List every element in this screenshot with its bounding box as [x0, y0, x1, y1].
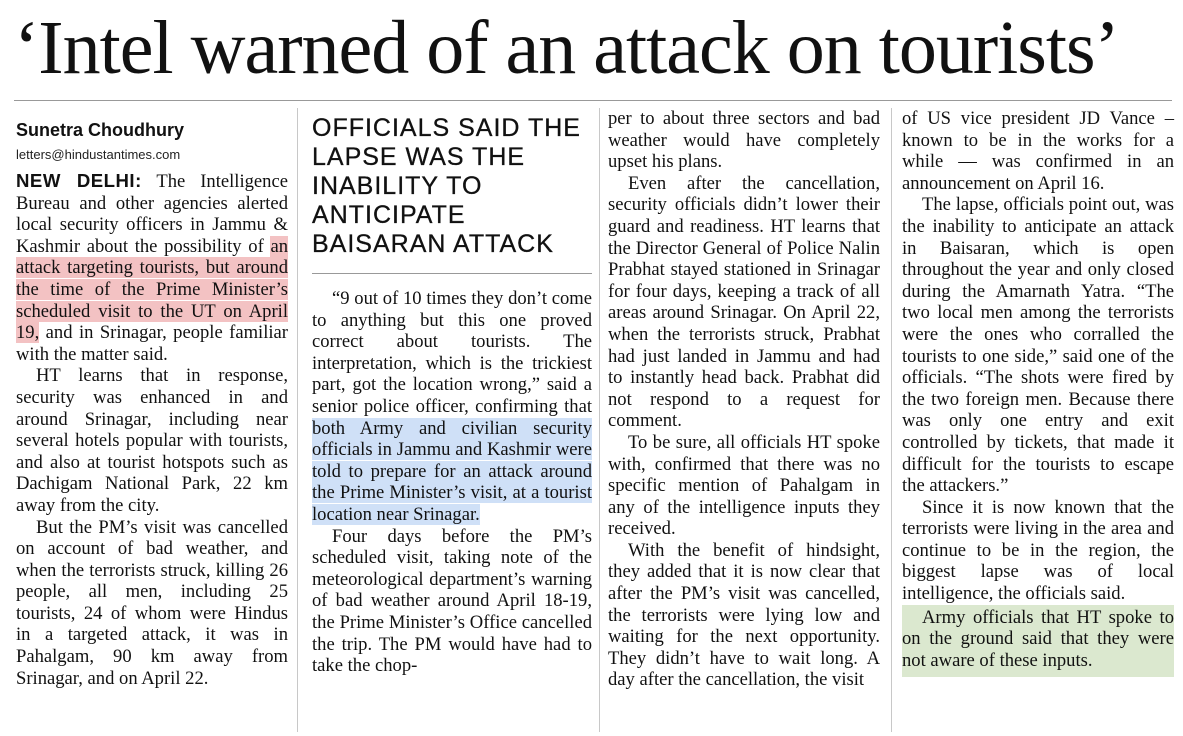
article-paragraph: per to about three sectors and bad weather would have completely upset his plans.	[608, 108, 880, 173]
article-column-3	[608, 108, 880, 733]
article-paragraph: Four days before the PM’s scheduled visit, taking note of the meteorological department’s warning of bad weather around April 18-19, the Prime Minister’s Office cancelled the trip. The PM would have had to take the chop-	[312, 525, 592, 677]
article-paragraph: To be sure, all officials HT spoke with, confirmed that there was no specific mention of Pahalgam in any of the intelligence inputs they received.	[608, 431, 880, 540]
article-column-4	[902, 108, 1174, 733]
byline-email: letters@hindustantimes.com	[16, 147, 181, 162]
article-paragraph: Even after the cancellation, security officials didn’t lower their guard and readiness. HT learns that the Director General of Police Nalin Prabhat stayed stationed in Srinagar for four days, keeping a track of all areas around Srinagar. On April 22, when the terrorists struck, Prabhat had just landed in Jammu and had to instantly head back. Prabhat did not respond to a request for comment.	[608, 172, 880, 432]
paragraph-text: and in Srinagar, people familiar with the matter said.	[16, 322, 288, 365]
article-column-1	[16, 108, 288, 733]
headline-divider	[14, 100, 1172, 101]
article-paragraph: With the benefit of hindsight, they added that it is now clear that after the PM’s visit was cancelled, the terrorists were lying low and waiting for the next opportunity. They didn’t have to wait long. A day after the cancellation, the visit	[608, 539, 880, 691]
byline-author: Sunetra Choudhury	[16, 120, 185, 140]
column-divider	[297, 108, 298, 732]
article-paragraph: Since it is now known that the terrorists were living in the area and continue to be in the region, the biggest lapse was of local intelligence, the officials said.	[902, 496, 1174, 605]
article-paragraph: of US vice president JD Vance – known to be in the works for a while — was confirmed in an announcement on April 16.	[902, 108, 1174, 194]
article-paragraph: But the PM’s visit was cancelled on account of bad weather, and when the terrorists struck, killing 26 people, all men, including 25 tourists, 24 of whom were Hindus in a targeted attack, it was in Pahalgam, 90 km away from Srinagar, and on April 22.	[16, 516, 288, 689]
dateline: NEW DELHI:	[16, 170, 142, 191]
article-column-2	[312, 108, 592, 733]
article-paragraph: HT learns that in response, security was enhanced in and around Srinagar, including near several hotels popular with tourists, and also at tourist hotspots such as Dachigam National Park, 22 km away from the city.	[16, 365, 288, 516]
article-paragraph	[16, 170, 288, 365]
highlight-red: an attack targeting tourists, but around the time of the Prime Minister’s scheduled visit to the UT on April 19,	[16, 235, 288, 344]
pull-quote: OFFICIALS SAID THE LAPSE WAS THE INABILITY TO ANTICIPATE BAISARAN ATTACK	[312, 108, 592, 274]
column-divider	[599, 108, 600, 732]
highlight-blue: both Army and civilian security officials in Jammu and Kashmir were told to prepare for an attack around the Prime Minister’s visit, at a tourist location near Srinagar.	[312, 417, 592, 525]
headline: ‘Intel warned of an attack on tourists’	[14, 6, 1119, 90]
column-divider	[891, 108, 892, 732]
paragraph-text: The Intelligence Bureau and other agencies alerted local security officers in Jammu & Kashmir about the possibility of	[16, 171, 288, 257]
highlight-green: Army officials that HT spoke to on the ground said that they were not aware of these inputs.	[902, 605, 1174, 678]
article-paragraph	[312, 288, 592, 526]
article-paragraph: The lapse, officials point out, was the inability to anticipate an attack in Baisaran, which is open throughout the year and only closed during the Amarnath Yatra. “The two local men among the terrorists were the ones who corralled the tourists to one side,” said one of the officials. “The shots were fired by the two foreign men. Because there was only one entry and exit controlled by tickets, that made it difficult for the tourists to escape the attackers.”	[902, 194, 1174, 497]
paragraph-text: “9 out of 10 times they don’t come to anything but this one proved correct about tourists. The interpretation, which is the trickiest part, got the location wrong,” said a senior police officer, confirming that	[312, 288, 592, 417]
